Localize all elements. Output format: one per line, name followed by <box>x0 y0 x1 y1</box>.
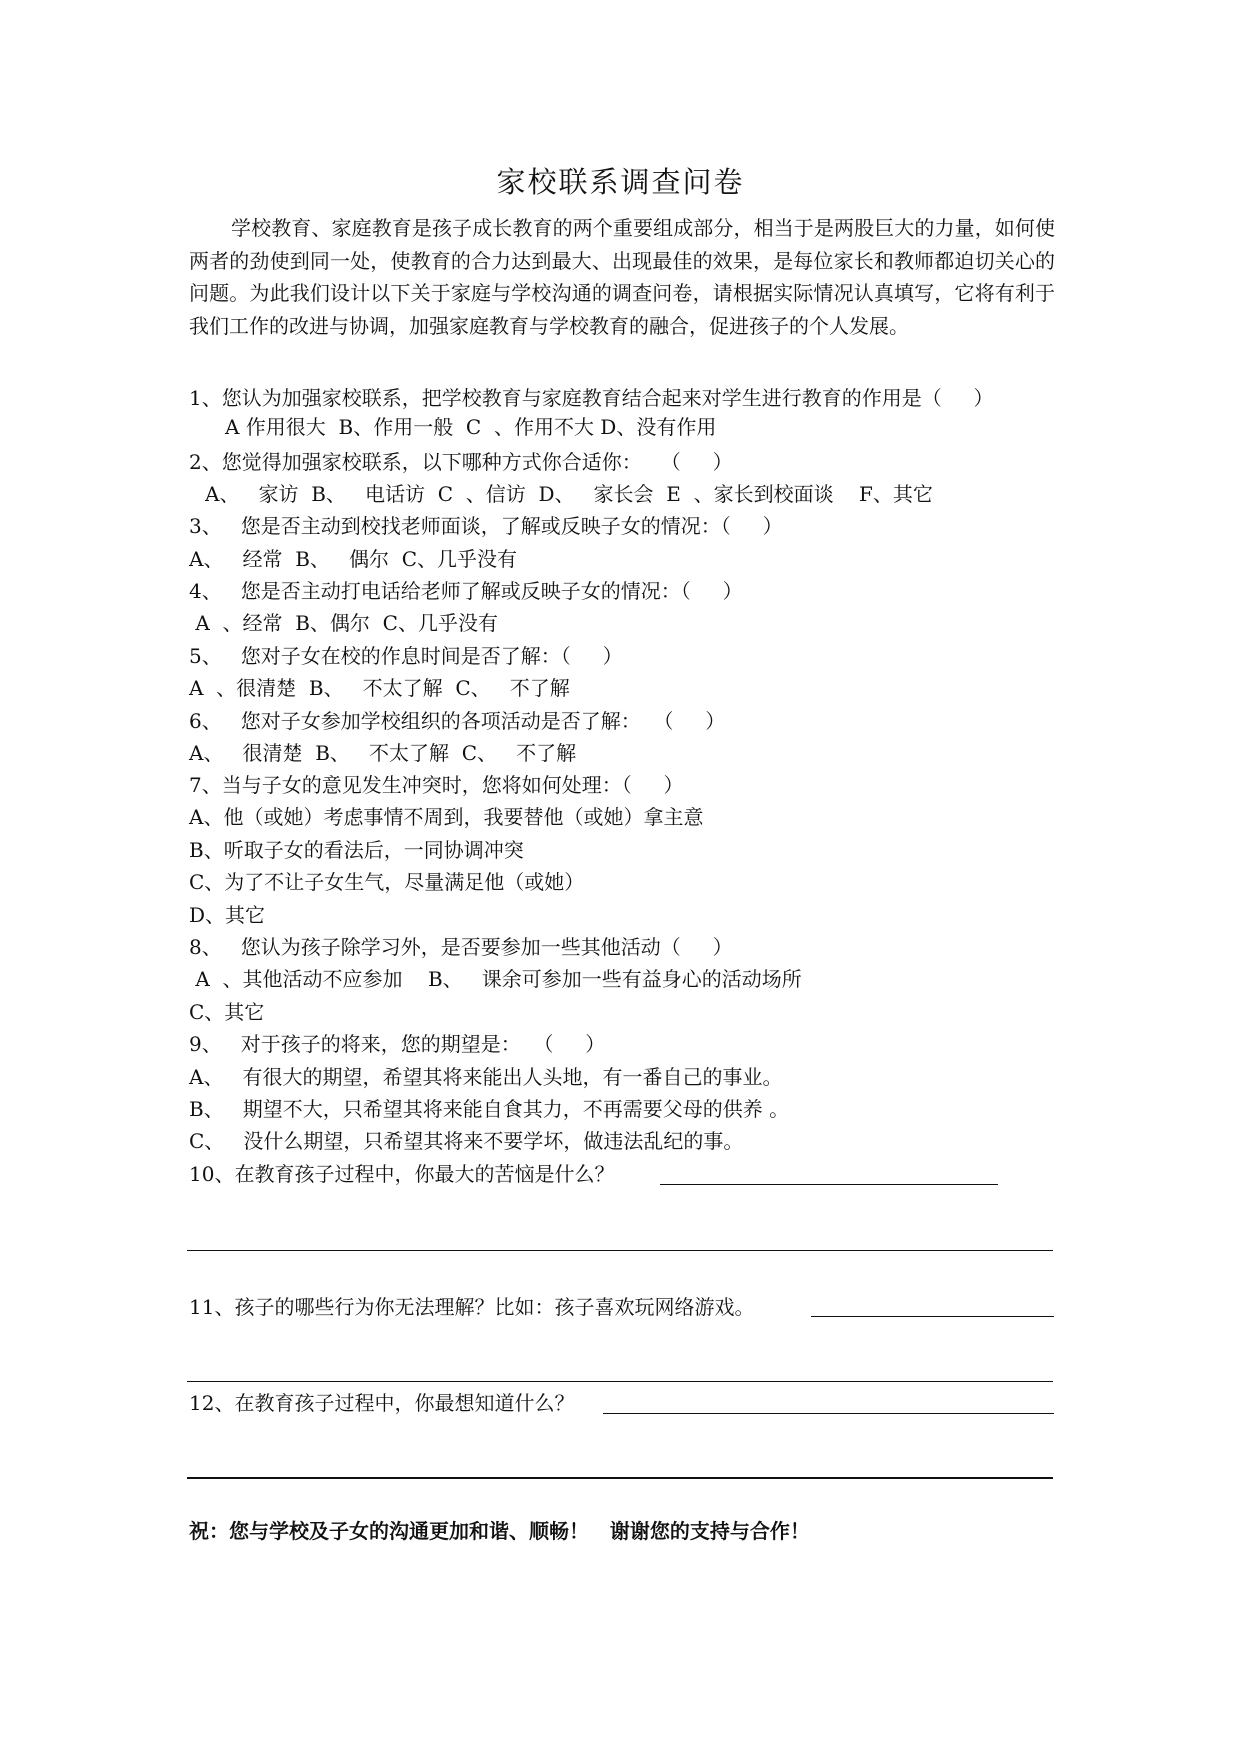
question-1: 1、您认为加强家校联系，把学校教育与家庭教育结合起来对学生进行教育的作用是（ ） <box>189 386 994 410</box>
answer-line-12a[interactable] <box>603 1413 1054 1414</box>
intro-text: 学校教育、家庭教育是孩子成长教育的两个重要组成部分，相当于是两股巨大的力量，如何使两者的劲使到同一处，使教育的合力达到最大、出现最佳的效果，是每位家长和教师都迫切关心的问题。为此我们设计以下关于家庭与学校沟通的调查问卷，请根据实际情况认真填写，它将有利于我们工作的改进与协调，加强家庭教育与学校教育的融合，促进孩子的个人发展。 <box>189 216 1055 338</box>
question-3-options: A、 经常 B、 偶尔 C、几乎没有 <box>189 547 518 571</box>
question-3: 3、 您是否主动到校找老师面谈，了解或反映子女的情况：（ ） <box>189 514 783 538</box>
answer-line-11b[interactable] <box>187 1381 1053 1382</box>
question-5-options: A 、很清楚 B、 不太了解 C、 不了解 <box>189 676 570 700</box>
question-6: 6、 您对子女参加学校组织的各项活动是否了解： （ ） <box>189 709 726 733</box>
closing-note: 祝：您与学校及子女的沟通更加和谐、顺畅！ 谢谢您的支持与合作！ <box>189 1519 810 1543</box>
page-title: 家校联系调查问卷 <box>496 165 745 199</box>
question-7-option-c: C、为了不让子女生气，尽量满足他（或她） <box>189 870 585 894</box>
question-9-option-a: A、 有很大的期望，希望其将来能出人头地，有一番自己的事业。 <box>189 1065 783 1089</box>
question-9-option-b: B、 期望不大，只希望其将来能自食其力，不再需要父母的供养 。 <box>189 1097 790 1121</box>
answer-line-12b[interactable] <box>187 1477 1053 1479</box>
answer-line-10b[interactable] <box>187 1250 1053 1251</box>
question-4-options: A 、经常 B、偶尔 C、几乎没有 <box>189 611 498 635</box>
question-9: 9、 对于孩子的将来，您的期望是： （ ） <box>189 1032 606 1056</box>
question-2: 2、您觉得加强家校联系，以下哪种方式你合适你： （ ） <box>189 450 733 474</box>
intro-paragraph <box>189 212 1055 342</box>
question-8-option-ab: A 、其他活动不应参加 B、 课余可参加一些有益身心的活动场所 <box>189 967 802 991</box>
question-5: 5、 您对子女在校的作息时间是否了解：（ ） <box>189 644 623 668</box>
question-7: 7、当与子女的意见发生冲突时，您将如何处理：（ ） <box>189 773 684 797</box>
question-6-options: A、 很清楚 B、 不太了解 C、 不了解 <box>189 741 577 765</box>
question-11: 11、孩子的哪些行为你无法理解？比如：孩子喜欢玩网络游戏。 <box>189 1295 755 1319</box>
question-8-option-c: C、其它 <box>189 1000 265 1024</box>
question-1-options: A 作用很大 B、作用一般 C 、作用不大 D、没有作用 <box>225 415 717 439</box>
question-10: 10、在教育孩子过程中，你最大的苦恼是什么？ <box>189 1162 615 1186</box>
answer-line-11a[interactable] <box>811 1316 1054 1317</box>
question-7-option-d: D、其它 <box>189 903 266 927</box>
answer-line-10a[interactable] <box>660 1184 998 1185</box>
question-9-option-c: C、 没什么期望，只希望其将来不要学坏，做违法乱纪的事。 <box>189 1129 744 1153</box>
question-7-option-a: A、他（或她）考虑事情不周到，我要替他（或她）拿主意 <box>189 805 704 829</box>
question-2-options: A、 家访 B、 电话访 C 、信访 D、 家长会 E 、家长到校面谈 F、其它 <box>205 482 933 506</box>
question-7-option-b: B、听取子女的看法后，一同协调冲突 <box>189 838 524 862</box>
question-8: 8、 您认为孩子除学习外，是否要参加一些其他活动（ ） <box>189 935 733 959</box>
question-4: 4、 您是否主动打电话给老师了解或反映子女的情况：（ ） <box>189 579 743 603</box>
question-12: 12、在教育孩子过程中，你最想知道什么？ <box>189 1391 575 1415</box>
